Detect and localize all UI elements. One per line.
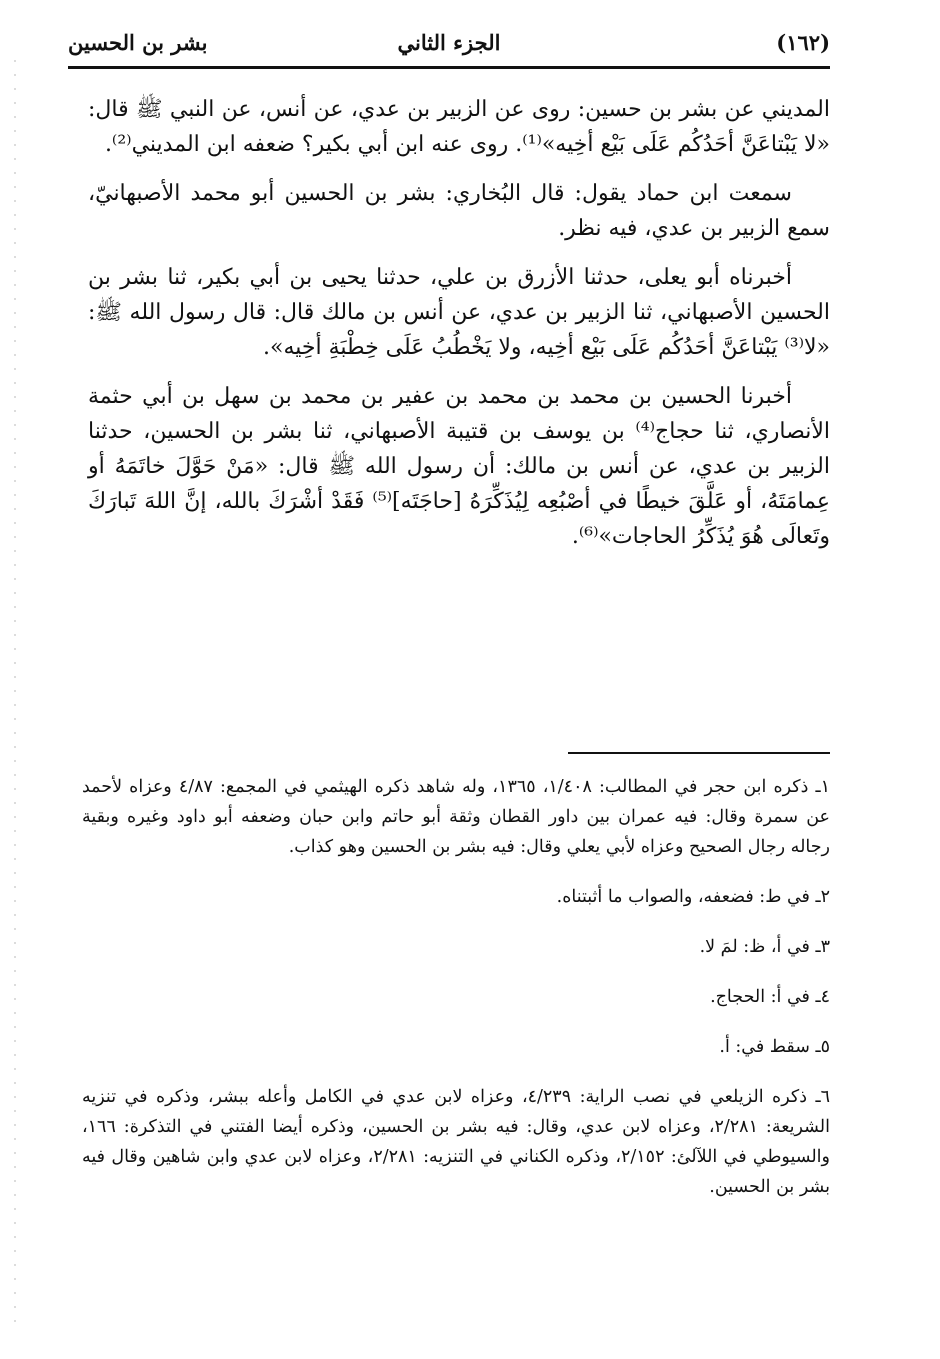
volume-title: الجزء الثاني <box>397 30 501 55</box>
paragraph: أخبرناه أبو يعلى، حدثنا الأزرق بن علي، حدثنا يحيى بن أبي بكير، ثنا بشر بن الحسين الأصبهاني، ثنا الزبير بن عدي، عن أنس بن مالك قال: قال رسول الله ﷺ: «لا⁽³⁾ يَبْتاعَنَّ أحَدُكُم عَلَى بَيْع أخِيه، ولا يَخْطُبُ عَلَى خِطْبَةِ أخِيه». <box>88 265 830 360</box>
paragraph: سمعت ابن حماد يقول: قال البُخاري: بشر بن الحسين أبو محمد الأصبهانيّ، سمع الزبير بن عدي، فيه نظر. <box>88 181 830 241</box>
footnote: ٤ـ في أ: الحجاج. <box>710 987 830 1007</box>
entry-title: بشر بن الحسين <box>68 30 208 55</box>
footnote: ٢ـ في ط: فضعفه، والصواب ما أثبتناه. <box>556 887 830 907</box>
paragraph: المديني عن بشر بن حسين: روى عن الزبير بن عدي، عن أنس، عن النبي ﷺ قال: «لا يَبْتاعَنَّ أحَدُكُم عَلَى بَيْع أخِيه»⁽¹⁾. روى عنه ابن أبي بكير؟ ضعفه ابن المديني⁽²⁾. <box>88 97 830 157</box>
main-text <box>88 92 830 568</box>
scan-edge <box>14 60 16 1330</box>
page-number: (١٦٢) <box>776 30 830 55</box>
header-rule <box>68 66 830 69</box>
footnote: ٣ـ في أ، ظ: لمَ لا. <box>699 937 830 957</box>
footnote: ١ـ ذكره ابن حجر في المطالب: ١/٤٠٨، ١٣٦٥، وله شاهد ذكره الهيثمي في المجمع: ٤/٨٧ وعزاه لأحمد عن سمرة وقال: فيه عمران بين داور القطان وثقة أبو حاتم وابن حبان وضعفه أبو داود وغيره وبقية رجاله رجال الصحيح وعزاه لأبي يعلي وقال: فيه بشر بن الحسين وهو كذاب. <box>82 777 830 857</box>
footnote-rule <box>568 752 830 754</box>
footnotes <box>82 772 830 1222</box>
footnote: ٥ـ سقط في: أ. <box>719 1037 830 1057</box>
footnote: ٦ـ ذكره الزيلعي في نصب الراية: ٤/٢٣٩، وعزاه لابن عدي في الكامل وأعله ببشر، وذكره في تنزيه الشريعة: ٢/٢٨١، وعزاه لابن عدي، وقال: فيه بشر بن الحسين، وذكره أيضا الفتني في التذكرة: ١٦٦، والسيوطي في اللآلئ: ٢/١٥٢، وذكره الكناني في التنزيه: ٢/٢٨١، وعزاه لابن عدي وابن شاهين وقال فيه بشر بن الحسين. <box>82 1087 830 1197</box>
running-header <box>68 30 830 66</box>
paragraph: أخبرنا الحسين بن محمد بن محمد بن عفير بن محمد بن سهل بن أبي حثمة الأنصاري، ثنا حجاج⁽⁴⁾ بن يوسف بن قتيبة الأصبهاني، ثنا بشر بن الحسين، حدثنا الزبير بن عدي، عن أنس بن مالك: أن رسول الله ﷺ قال: «مَنْ حَوَّلَ خاتَمَهُ أو عِمامَتَهُ، أو عَلَّقَ خيطًا في أصْبُعِه لِيُذَكِّرَهُ [حاجَتَه]⁽⁵⁾ فَقَدْ أشْرَكَ بالله، إنَّ اللهَ تَبارَكَ وتَعالَى هُوَ يُذَكِّرُ الحاجات»⁽⁶⁾. <box>88 384 830 549</box>
